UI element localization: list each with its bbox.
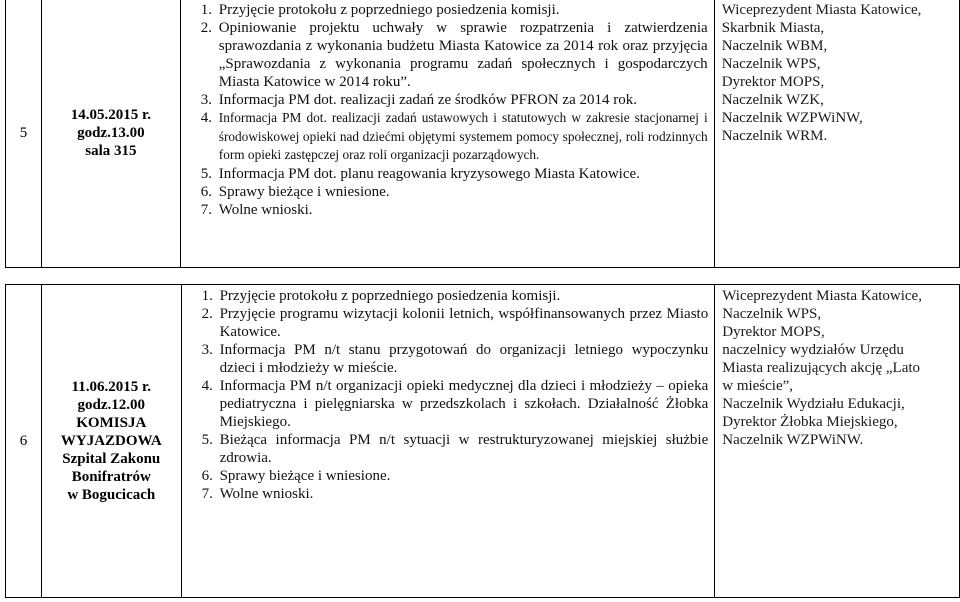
date-line: godz.13.00 bbox=[77, 125, 145, 141]
item-number: 1. bbox=[201, 288, 213, 304]
participant: Naczelnik WZK, bbox=[721, 92, 824, 108]
participant: Skarbnik Miasta, bbox=[721, 20, 825, 36]
meeting-row bbox=[6, 285, 960, 598]
item-text: Informacja PM n/t organizacji opieki medycznej dla dzieci i młodzieży – opieka pediatryczna i pielęgniarska w przedszkolach i szkołach. Działalność Żłobka Miejskiego. bbox=[219, 378, 709, 430]
item-number: 6. bbox=[200, 183, 213, 200]
participant: Wiceprezydent Miasta Katowice, bbox=[721, 2, 922, 18]
item-number: 2. bbox=[200, 20, 213, 36]
item-number: 1. bbox=[200, 2, 213, 18]
date-line: Szpital Zakonu bbox=[62, 451, 161, 467]
participant: Naczelnik WPS, bbox=[722, 306, 822, 322]
agenda-item bbox=[200, 91, 708, 109]
agenda-list bbox=[202, 287, 709, 503]
participant: Naczelnik Wydziału Edukacji, bbox=[722, 396, 905, 412]
meeting-date-cell bbox=[41, 285, 181, 598]
participant: Naczelnik WBM, bbox=[721, 38, 828, 54]
participant: Wiceprezydent Miasta Katowice, bbox=[722, 288, 922, 304]
item-text: Informacja PM dot. planu reagowania kryzysowego Miasta Katowice. bbox=[218, 165, 640, 182]
item-number: 4. bbox=[201, 378, 213, 394]
participant: w mieście”, bbox=[722, 378, 794, 394]
item-text: Informacja PM dot. realizacji zadań ze środków PFRON za 2014 rok. bbox=[218, 92, 637, 108]
item-number: 5. bbox=[201, 432, 213, 448]
date-line: 14.05.2015 r. bbox=[70, 107, 152, 123]
item-text: Informacja PM n/t stanu przygotowań do organizacji letniego wypoczynku dzieci i młodzieży w mieście. bbox=[219, 342, 709, 376]
agenda-item bbox=[200, 165, 708, 183]
item-text: Wolne wnioski. bbox=[218, 201, 313, 218]
item-number: 4. bbox=[200, 110, 213, 126]
item-number: 3. bbox=[200, 92, 213, 108]
item-number: 5. bbox=[200, 165, 213, 182]
agenda-item bbox=[200, 201, 708, 219]
item-text: Informacja PM dot. realizacji zadań ustawowych i statutowych w zakresie stacjonarnej i środowiskowej opieki nad dziećmi objętymi systemem pomocy społecznej, roli rodzinnych form opieki zastępczej oraz roli organizacji pozarządowych. bbox=[218, 110, 708, 162]
row-number: 5 bbox=[6, 0, 42, 268]
item-text: Przyjęcie protokołu z poprzedniego posiedzenia komisji. bbox=[219, 288, 561, 304]
date-line: godz.12.00 bbox=[77, 397, 146, 413]
agenda-list bbox=[201, 1, 708, 219]
date-line: WYJAZDOWA bbox=[60, 433, 162, 449]
row-number: 6 bbox=[6, 285, 42, 598]
date-line: KOMISJA bbox=[76, 415, 147, 431]
participant: Dyrektor Żłobka Miejskiego, bbox=[722, 414, 898, 430]
agenda-item bbox=[201, 377, 709, 431]
date-line: Bonifratrów bbox=[71, 469, 151, 485]
meeting-table-5 bbox=[5, 0, 960, 268]
agenda-cell bbox=[180, 0, 714, 268]
participant: Naczelnik WZPWiNW. bbox=[722, 432, 864, 448]
participant: Naczelnik WRM. bbox=[721, 128, 828, 144]
item-text: Przyjęcie programu wizytacji kolonii letnich, współfinansowanych przez Miasto Katowice. bbox=[219, 306, 709, 340]
meeting-date-cell bbox=[42, 0, 181, 268]
meeting-table-6 bbox=[5, 284, 960, 598]
item-text: Bieżąca informacja PM n/t sytuacji w restrukturyzowanej miejskiej służbie zdrowia. bbox=[219, 432, 709, 466]
agenda-item bbox=[201, 341, 709, 377]
item-text: Sprawy bieżące i wniesione. bbox=[219, 468, 391, 484]
participant: Naczelnik WPS, bbox=[721, 56, 821, 72]
agenda-cell bbox=[181, 285, 715, 598]
item-text: Przyjęcie protokołu z poprzedniego posiedzenia komisji. bbox=[218, 2, 560, 18]
participant: Naczelnik WZPWiNW, bbox=[721, 110, 863, 126]
agenda-item bbox=[200, 109, 708, 165]
item-number: 7. bbox=[200, 201, 213, 218]
date-line: sala 315 bbox=[85, 143, 137, 159]
participant: Dyrektor MOPS, bbox=[721, 74, 825, 90]
item-text: Sprawy bieżące i wniesione. bbox=[218, 183, 390, 200]
item-number: 2. bbox=[201, 306, 213, 322]
agenda-item bbox=[201, 431, 709, 467]
item-text: Opiniowanie projektu uchwały w sprawie rozpatrzenia i zatwierdzenia sprawozdania z wykonania budżetu Miasta Katowice za 2014 rok oraz przyjęcia „Sprawozdania z wykonania programu zadań społecznych i gospodarczych Miasta Katowice w 2014 roku”. bbox=[218, 20, 708, 90]
participants-cell bbox=[715, 285, 960, 598]
meeting-row bbox=[6, 0, 960, 268]
participant: Dyrektor MOPS, bbox=[722, 324, 825, 340]
agenda-item bbox=[201, 305, 709, 341]
date-line: 11.06.2015 r. bbox=[71, 379, 151, 395]
agenda-item bbox=[200, 19, 708, 91]
item-text: Wolne wnioski. bbox=[219, 486, 314, 502]
date-line: w Bogucicach bbox=[67, 487, 156, 503]
item-number: 3. bbox=[201, 342, 213, 358]
agenda-item bbox=[200, 1, 708, 19]
participants-cell bbox=[714, 0, 959, 268]
agenda-item bbox=[201, 467, 709, 485]
item-number: 6. bbox=[201, 468, 213, 484]
participant: naczelnicy wydziałów Urzędu bbox=[722, 342, 904, 358]
agenda-item bbox=[201, 485, 709, 503]
agenda-item bbox=[200, 183, 708, 201]
agenda-item bbox=[201, 287, 709, 305]
participant: Miasta realizujących akcję „Lato bbox=[722, 360, 921, 376]
item-number: 7. bbox=[201, 486, 213, 502]
